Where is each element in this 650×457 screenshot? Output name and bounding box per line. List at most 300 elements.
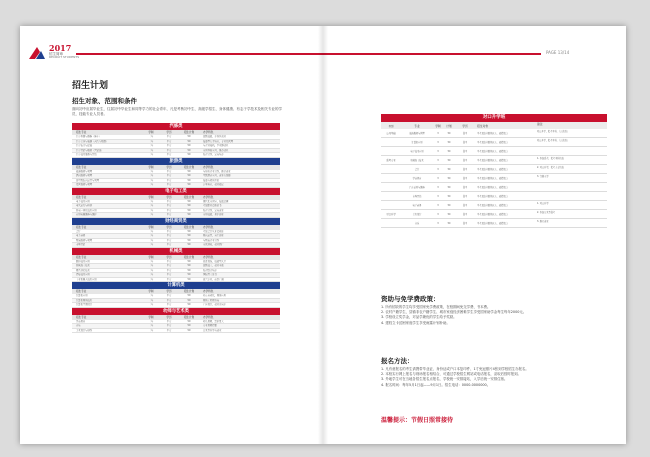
table-cell: 三年 [148,298,154,302]
header-cell: 办学特色 [203,131,214,134]
table-cell: 三年 [148,328,154,332]
header-cell: 学历 [166,131,172,134]
table-cell: 50 [187,273,191,276]
table-cell: 3 [437,141,439,144]
table-cell: 中考录取分数线以上，成绩优良 [477,213,508,216]
table-cell: 50 [187,169,191,173]
upgrade-table-header [381,122,607,129]
table-cell [381,219,401,227]
table-cell: 50 [187,298,191,302]
table-cell: 实训基地实习，推荐就业 [203,148,229,152]
table-cell: 与知名企业合作，推荐就业 [203,169,231,173]
left-page [20,26,323,444]
table-cell: 机电一体化技术应用 [76,208,97,212]
table-row [72,329,280,334]
table-cell: 焊接技术应用 [76,273,90,276]
table-cell: 50 [447,168,451,171]
table-cell: 幼儿教师，需求量大 [203,319,224,323]
paragraph-line: 2. 农村户籍学生、县镇非农户籍学生、城市家庭经济困难学生享受国家助学金每生每年2000元。 [381,310,527,315]
table-cell: 网店运营，自主创业 [203,234,224,237]
header-cell: 招生专业 [76,131,87,134]
category-rows [72,135,280,158]
table-cell: 物流服务与管理 [76,238,93,242]
logo-text [49,44,79,59]
header-cell: 学历 [166,225,172,229]
table-cell: 中专 [166,324,172,327]
brand-logo [28,44,79,59]
table-cell: 中专 [166,264,172,267]
table-row [381,219,607,228]
table-cell: 50 [187,294,191,297]
header-cell: 学制 [148,131,154,134]
logo-mark-icon [28,45,46,59]
header-cell: 学制 [148,195,154,199]
table-cell: 中专 [166,144,172,147]
table-cell: 汽车钣金与涂装 [76,144,93,147]
table-cell: 50 [187,178,191,182]
category-band: 财经商贸类 [72,218,280,225]
table-cell: 三年 [148,243,154,246]
header-cell: 招生计划 [183,290,195,293]
paragraph-line: 4. 报名时间：每年5月1日起——9月1日。招生电话：0000-0000000。 [381,382,491,387]
table-cell: 中专 [166,199,172,203]
table-cell: 电子技术应用 [76,199,90,203]
table-cell: 考取会计从业资格证 [203,229,224,233]
table-cell: 中专 [166,277,172,281]
header-cell: 招生专业 [76,255,87,259]
table-cell: 高中 [462,168,468,171]
table-cell: 三年 [148,259,154,263]
table-cell: 旅游服务与管理 [409,132,425,135]
table-cell: 中专 [166,303,172,306]
header-cell: 招生专业 [76,165,87,169]
table-cell: 对口升学，报考本科、大专院校 [537,139,568,142]
table-cell: 3 [437,222,439,225]
table-cell: 50 [447,204,451,207]
table-cell: 高中 [462,159,468,162]
table-cell: 三年 [148,204,154,207]
table-cell: 旅游服务与管理 [76,169,93,173]
table-cell [381,147,401,155]
table-cell: 高中 [462,186,468,189]
table-cell: 3 [437,132,439,135]
table-cell: 实用技能，易于创业 [203,213,224,216]
category-band: 计算机类 [72,282,280,289]
table-row [381,156,607,165]
header-cell: 学制 [148,315,154,319]
table-cell: 50 [187,174,191,177]
table-cell: 计算机网络技术 [76,298,93,302]
table-cell: 50 [187,319,191,323]
intro-paragraph: 面向初中应届毕业生，往届初中毕业生和同等学力的社会青年，凡是考核初中生、高级学招生、身体健康、有志于学技术及相关专业的学员，技能专业人员者。 [72,107,282,116]
header-cell: 招生计划 [183,255,195,259]
table-cell: 三年 [148,199,154,203]
table-cell: 50 [187,135,191,138]
table-cell: 中专 [166,294,172,297]
table-cell: 50 [187,234,191,237]
table-cell: 中考录取分数线以上，成绩优良 [477,132,508,135]
table-cell: 计算机平面设计 [76,303,93,306]
paragraph-line: 4. 建档立卡贫困家庭学生享受雨露计划补助。 [381,320,450,325]
category-rows [72,200,280,218]
table-cell: 与企业接轨，毕业即就业 [203,144,229,147]
table-cell: 50 [187,324,191,327]
table-cell: 中考录取分数线以上，成绩优良 [477,204,508,207]
table-cell: 3 [437,159,439,162]
header-cell: 招生计划 [183,225,195,229]
subsidy-body [381,305,603,326]
table-row [381,138,607,147]
table-cell: 汽车运用与维修 [409,186,425,189]
table-cell: 中专 [166,169,172,173]
logo-english: RECRUIT STUDENTS [49,55,80,59]
table-cell: 与物流企业合作 [203,238,220,242]
table-cell: 美术设计与制作 [76,328,93,332]
header-cell: 学制 [148,165,154,169]
category-rows [72,170,280,188]
header-cell: 计划 [446,124,452,128]
header-cell: 办学特色 [203,255,214,259]
table-cell: 学前教育 [412,177,422,180]
logo-tagline: 招生简章 [49,52,63,56]
header-cell: 备注 [537,122,543,126]
table-row [381,165,607,174]
table-cell: 数控技术应用 [76,259,90,263]
table-cell [535,183,607,191]
table-cell: 校企合作，定向就业 [203,208,224,212]
table-cell: 50 [187,303,191,306]
header-cell: 学制 [435,124,441,128]
table-cell: 汽车技术服务与营销 [76,153,97,156]
table-cell: 三年 [148,183,154,186]
table-cell: 三年 [148,229,154,233]
table-cell: 50 [447,132,451,135]
upgrade-table [381,114,607,228]
table-cell: 三年 [148,169,154,173]
table-cell: 模具制造技术 [76,268,90,272]
table-cell: 3 [437,168,439,171]
paragraph-line: 1. 所有招收的学生均享受国家免学费政策，在校期间免交学费、书本费。 [381,305,491,309]
category-band: 幼师与艺术类 [72,308,280,315]
table-cell: 三年 [148,208,154,212]
table-cell: 三年 [148,153,154,156]
table-cell: 高中 [462,222,468,225]
table-cell: 中专 [166,243,172,246]
table-cell: 三年 [148,144,154,147]
upgrade-table-body [381,129,607,228]
section-subtitle: 招生对象、范围和条件 [72,97,137,105]
table-cell: 先进设备，技能型人才 [203,259,226,263]
table-cell: 汽车营销与服务（营销员） [76,148,104,152]
table-cell: 美术设计 [412,213,422,216]
table-cell [381,192,401,200]
table-cell: 星级酒店实习，就业有保障 [203,174,231,177]
table-cell: 50 [187,264,191,267]
table-cell: 50 [447,159,451,162]
table-cell: 对口升学 [386,213,396,216]
table-cell: 工业机器人技术应用 [76,277,97,281]
upgrade-table-title: 对口升学班 [381,114,607,122]
table-cell: 校企联合培养 [203,268,217,272]
table-cell: 机械加工技术 [76,264,90,267]
table-cell: 中专 [166,178,172,182]
page-fold [318,26,328,444]
table-row [381,183,607,192]
table-cell: 50 [447,195,451,198]
logo-year: 2017 [49,43,72,53]
header-cell: 招生专业 [76,315,87,319]
table-cell: 三年 [148,148,154,152]
header-cell: 招生专业 [76,195,87,199]
table-cell: 中专 [166,268,172,272]
table-cell: 学前教育 [76,319,86,323]
table-cell: 计算机应用 [76,294,88,297]
table-cell: 三年 [148,139,154,143]
table-cell: 专业教师授课 [203,324,217,327]
table-cell: 公共基础 [386,132,396,135]
table-cell: 高中 [462,177,468,180]
table-cell: 办公自动化，网络应用 [203,294,226,297]
table-cell [381,201,401,209]
header-cell: 学制 [148,290,154,293]
table-cell: 3. 推荐就业 [537,220,549,223]
table-cell: 会计 [414,168,420,171]
table-cell: 中考录取分数线以上，成绩优良 [477,195,508,198]
table-row [381,129,607,138]
enrollment-table [72,123,280,333]
table-cell: 中专 [166,259,172,263]
table-cell: 艺术类升学与就业 [203,328,222,332]
header-cell: 学历 [166,195,172,199]
table-cell: 50 [187,238,191,242]
table-cell: 高星级饭店运营与管理 [76,178,99,182]
table-cell: 3 [437,213,439,216]
table-cell: 50 [187,243,191,246]
header-cell: 招生对象 [477,124,489,128]
table-cell [381,183,401,191]
table-cell: 50 [187,328,191,332]
table-cell: 音乐 [414,222,420,225]
category-rows [72,260,280,283]
table-cell: 50 [447,141,451,144]
header-cell: 招生计划 [183,315,195,319]
table-cell: 中专 [166,298,172,302]
table-cell: 电子技术应用 [410,150,424,153]
table-cell: 50 [447,222,451,225]
table-cell: 机械加工技术 [410,159,424,162]
paragraph-line: 1. 凡有意报名的考生请携带毕业证、身份证或户口本复印件、1寸免冠照片4张到学校招生办报名。 [381,367,529,371]
table-cell: 技能型人才培养，专业化管理 [203,139,233,143]
table-cell: 50 [187,204,191,207]
category-rows [72,294,280,308]
table-cell: 50 [187,183,191,186]
table-cell: 实战训练，就业面广 [203,243,224,246]
table-cell: 中专 [166,208,172,212]
warm-reminder: 温馨提示：节假日照常接待 [381,417,454,424]
table-cell [381,138,401,146]
table-cell: 高中 [462,213,468,216]
table-cell [535,192,607,200]
table-cell: 中专 [166,139,172,143]
header-cell: 学历 [166,165,172,169]
table-cell [535,147,607,155]
category-band: 机械类 [72,248,280,255]
table-cell: 高级技工，就业率高 [203,264,224,267]
table-cell: 50 [447,186,451,189]
header-cell: 办学特色 [203,195,214,199]
table-cell: 三年 [148,277,154,281]
table-cell: 1. 对口升学 [537,202,549,205]
table-cell: 中专 [166,328,172,332]
table-cell: 三年 [148,324,154,327]
table-cell: 50 [187,277,191,281]
header-cell: 招生计划 [183,195,195,199]
table-row [381,192,607,201]
table-cell: 订单培养，就业稳定 [203,183,224,186]
table-cell: 汽车美容与装潢（含汽车贴膜） [76,139,109,143]
table-cell: 校企合作，定向培养 [203,153,224,156]
paragraph-line: 2. 本校实行网上报名与现场报名相结合，可通过学校招生网站或电话报名，录取后按时报到。 [381,372,521,377]
header-rule [76,53,323,55]
table-cell: 50 [187,268,191,272]
header-cell: 招生专业 [76,290,87,293]
table-cell: 中专 [166,135,172,138]
table-cell: 三年 [148,135,154,138]
header-cell: 学制 [148,225,154,229]
right-page [323,26,626,444]
table-cell: 三年 [148,174,154,177]
table-cell: 中专 [166,234,172,237]
table-cell [381,174,401,182]
table-cell: 中考录取分数线以上，成绩优良 [477,186,508,189]
header-cell: 招生计划 [183,165,195,169]
table-cell: 3 [437,150,439,153]
table-cell [381,165,401,173]
table-cell: 50 [187,199,191,203]
header-cell: 学历 [166,255,172,259]
table-cell: 3. 注册入学 [537,175,549,178]
subsidy-title: 资助与免学费政策： [381,295,440,303]
table-cell: 景区服务与管理 [76,183,93,186]
table-cell: 市场营销 [412,195,422,198]
table-cell: 50 [187,208,191,212]
header-cell: 办学特色 [203,165,214,169]
table-cell: 高中 [462,150,468,153]
apply-body [381,367,603,388]
table-cell: 中专 [166,229,172,233]
table-cell: 对口升学，报考本科、大专院校 [537,130,568,133]
header-cell: 学历 [166,290,172,293]
apply-title: 报名方法： [381,357,414,365]
table-cell: 三年 [148,319,154,323]
table-cell: 2. 对口升学，报考大专院校 [537,166,564,169]
header-cell: 办学特色 [203,315,214,319]
table-cell: 中专 [166,148,172,152]
category-band: 旅游类 [72,158,280,165]
table-cell: 高考专业 [386,159,396,162]
table-cell: 中专 [166,319,172,323]
header-cell: 学制 [148,255,154,259]
header-cell: 类别 [388,125,394,128]
table-cell: 50 [187,229,191,233]
table-cell: 三年 [148,234,154,237]
table-cell: 技能与素质并重 [203,178,220,182]
table-cell: 三年 [148,303,154,306]
table-cell: 中专 [166,238,172,242]
header-cell: 学历 [462,124,468,128]
table-cell: 中考录取分数线以上，成绩优良 [477,177,508,180]
table-cell: 中专 [166,153,172,156]
header-cell: 办学特色 [203,290,214,293]
header-cell: 学历 [166,315,172,319]
table-cell: 广告设计，就业方向多 [203,303,226,306]
table-cell: 高中 [462,141,468,144]
table-row [381,147,607,156]
table-cell: 高中 [462,204,468,207]
table-cell: 中考录取分数线以上，成绩优良 [477,168,508,171]
table-cell: 音乐 [76,324,81,327]
table-cell: 高中 [462,195,468,198]
table-cell: 三年 [148,238,154,242]
table-cell: 中考录取分数线以上，成绩优良 [477,150,508,153]
table-cell: 50 [187,153,191,156]
table-cell: 50 [447,177,451,180]
table-row [381,174,607,183]
category-rows [72,320,280,334]
table-cell: 50 [187,213,191,216]
table-cell: 2. 参加艺术类高考 [537,211,556,214]
category-rows [72,230,280,248]
header-cell: 专业 [414,124,420,128]
table-cell: 3 [437,204,439,207]
table-cell: 中专 [166,273,172,276]
table-cell: 高中 [462,132,468,135]
table-cell: 3 [437,186,439,189]
table-cell: 三年 [148,268,154,272]
table-cell: 三年 [148,294,154,297]
table-row [381,201,607,210]
category-band: 汽修类 [72,123,280,130]
table-cell: 3 [437,177,439,180]
table-cell: 家用电器维修与维护 [76,213,97,216]
table-cell: 电子商务 [412,204,422,207]
paragraph-line: 3. 外地学生可在当地各招生报名点报名，学校统一安排接站，入学后统一安排住宿。 [381,377,508,382]
table-cell: 电子商务 [76,234,86,237]
table-cell: 高级技能，多岗位就业 [203,135,226,138]
table-cell: 中专 [166,204,172,207]
table-cell: 50 [447,213,451,216]
page-title: 招生计划 [72,81,109,91]
brochure-spread [20,26,626,444]
paragraph-line: 3. 学校设立奖学金，对品学兼优的学生给予奖励。 [381,315,457,320]
table-cell: 市场营销 [76,243,86,246]
page-number: PAGE 13/14 [546,50,570,55]
table-cell: 网络工程师方向 [203,298,220,302]
header-rule-right [323,53,541,55]
table-cell: 3 [437,195,439,198]
table-cell: 汽车检测与维修（修车） [76,135,102,138]
table-cell: 中专 [166,183,172,186]
header-cell: 招生专业 [76,225,87,229]
table-cell: 酒店服务与管理 [76,174,93,177]
table-cell: 50 [187,259,191,263]
header-cell: 招生计划 [183,131,195,134]
table-cell: 50 [187,144,191,147]
table-cell: 中考录取分数线以上，成绩优良 [477,159,508,162]
table-cell: 三年 [148,264,154,267]
table-cell: 计算机应用 [411,141,423,144]
table-cell: 国际焊工证书 [203,273,217,276]
